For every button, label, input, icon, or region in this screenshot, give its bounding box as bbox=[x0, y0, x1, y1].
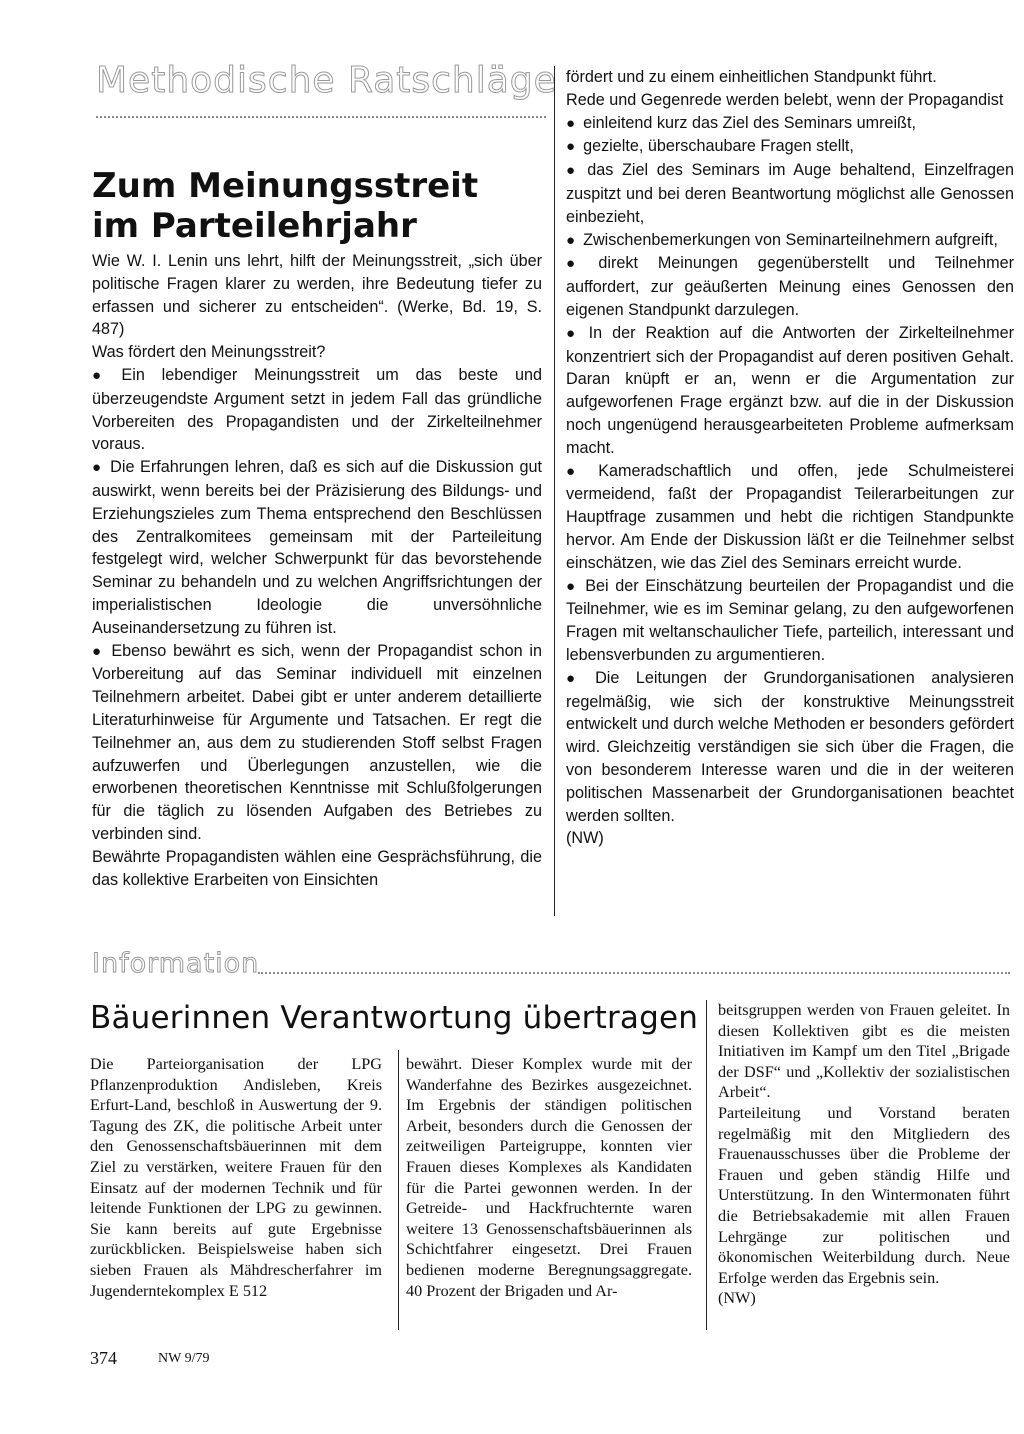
bullet-paragraph: ● Bei der Einschätzung beurteilen der Propagandist und die Teilnehmer, wie es im Seminar gelang, zu den aufgeworfenen Fragen mit weltanschaulicher Tiefe, parteilich, interessant und lebensverbunden zu argumentieren. bbox=[566, 575, 1014, 667]
article1-signature: (NW) bbox=[566, 829, 604, 848]
article2-column-3 bbox=[718, 1000, 1010, 1309]
paragraph: Parteileitung und Vorstand beraten regelmäßig mit den Mitgliedern des Frauenausschusses über die Probleme der Frauen und geben ständig Hilfe und Unterstützung. In den Wintermonaten führt die Betriebsakademie mit allen Frauen Lehrgänge zur politischen und ökonomischen Weiterbildung durch. Neue Erfolge werden das Ergebnis sein. bbox=[718, 1103, 1010, 1287]
bullet-paragraph: ● Ein lebendiger Meinungsstreit um das beste und überzeugendste Argument setzt in jedem Fall das gründliche Vorbereiten des Propagandisten und der Zirkelteilnehmer voraus. bbox=[92, 364, 542, 456]
bullet-paragraph: ● Die Erfahrungen lehren, daß es sich auf die Diskussion gut auswirkt, wenn bereits bei der Präzisierung des Bildungs- und Erziehungszieles zum Thema entsprechend den Beschlüssen des Zentralkomitees gemeinsam mit der Parteileitung festgelegt wird, welcher Schwerpunkt für das bevorstehende Seminar zu behandeln und zu welchen Angriffsrichtungen der imperialistischen Ideologie die unversöhnliche Auseinandersetzung zu führen ist. bbox=[92, 456, 542, 639]
paragraph: fördert und zu einem einheitlichen Standpunkt führt. bbox=[566, 68, 937, 86]
paragraph: Bewährte Propagandisten wählen eine Gesprächsführung, die das kollektive Erarbeiten von Einsichten bbox=[92, 847, 542, 889]
bullet-paragraph: ● Die Leitungen der Grundorganisationen analysieren regelmäßig, wie sich der konstruktive Meinungsstreit entwickelt und durch welche Methoden er besonders gefördert wird. Gleichzeitig verständigen sie sich über die Fragen, die von besonderem Interesse waren und die in der weiteren politischen Massenarbeit der Grundorganisationen beachtet werden sollten. bbox=[566, 667, 1014, 828]
article2-column-1: Die Parteiorganisation der LPG Pflanzenproduktion Andisleben, Kreis Erfurt-Land, beschloß in Auswertung der 9. Tagung des ZK, die politische Arbeit unter den Genossenschaftsbäuerinnen mit dem Ziel zu verstärken, weitere Frauen für den Einsatz auf der modernen Technik und für leitende Funktionen der LPG zu gewinnen. Sie kann bereits auf gute Ergebnisse zurückblicken. Beispielsweise haben sich sieben Frauen als Mähdrescherfahrer im Jugenderntekomplex E 512 bbox=[90, 1055, 382, 1300]
section-rule-methods bbox=[96, 116, 546, 118]
bullet-paragraph: ● gezielte, überschaubare Fragen stellt, bbox=[566, 135, 1014, 159]
column-divider-article2-b bbox=[706, 1000, 707, 1330]
article2-signature: (NW) bbox=[718, 1289, 756, 1308]
paragraph: Was fördert den Meinungsstreit? bbox=[92, 343, 326, 362]
paragraph: Rede und Gegenrede werden belebt, wenn der Propagandist bbox=[566, 90, 1004, 109]
issue-label: NW 9/79 bbox=[158, 1351, 210, 1366]
bullet-paragraph: ● direkt Meinungen gegenüberstellt und Teilnehmer auffordert, zur geäußerten Meinung eines Genossen den eigenen Standpunkt darzulegen. bbox=[566, 252, 1014, 321]
bullet-paragraph: ● Ebenso bewährt es sich, wenn der Propagandist schon in Vorbereitung auf das Seminar individuell mit einzelnen Teilnehmern arbeitet. Dabei gibt er unter anderem detaillierte Literaturhinweise für Argumente und Tatsachen. Er regt die Teilnehmer an, aus dem zu studierenden Stoff selbst Fragen aufzuwerfen und Überlegungen anzustellen, wie die erworbenen theoretischen Kenntnisse mit Schlußfolgerungen für die täglich zu lösenden Aufgaben des Betriebes zu verbinden sind. bbox=[92, 640, 542, 846]
article1-title-line2: im Parteilehrjahr bbox=[92, 206, 417, 246]
article2-title: Bäuerinnen Verantwortung übertragen bbox=[90, 1000, 699, 1036]
section-label-methods: Methodische Ratschläge bbox=[96, 60, 557, 101]
bullet-paragraph: ● Zwischenbemerkungen von Seminarteilnehmern aufgreift, bbox=[566, 229, 1014, 253]
paragraph: Wie W. I. Lenin uns lehrt, hilft der Meinungsstreit, „sich über politische Fragen klarer zu werden, ihre Bedeutung tiefer zu erfassen und sicherer zu entscheiden“. (Werke, Bd. 19, S. 487) bbox=[92, 252, 542, 339]
bullet-paragraph: ● das Ziel des Seminars im Auge behaltend, Einzelfragen zuspitzt und bei deren Beantwortung möglichst alle Genossen einbezieht, bbox=[566, 159, 1014, 228]
paragraph: beitsgruppen werden von Frauen geleitet. In diesen Kollektiven gibt es die meisten Initiativen im Kampf um den Titel „Brigade der DSF“ und „Kollektiv der sozialistischen Arbeit“. bbox=[718, 1001, 1010, 1102]
article1-right-column bbox=[566, 66, 1014, 850]
column-divider-article2-a bbox=[398, 1050, 399, 1330]
bullet-paragraph: ● Kameradschaftlich und offen, jede Schulmeisterei vermeidend, faßt der Propagandist Teilerarbeitungen zur Hauptfrage zusammen und hebt die richtigen Standpunkte hervor. Am Ende der Diskussion läßt er die Teilnehmer selbst einschätzen, wie das Ziel des Seminars erreicht wurde. bbox=[566, 460, 1014, 575]
article1-title-line1: Zum Meinungsstreit bbox=[92, 166, 479, 206]
page-number: 374 bbox=[90, 1348, 117, 1368]
section-rule-information bbox=[258, 972, 1010, 974]
article1-left-column bbox=[92, 250, 542, 891]
column-divider-article1 bbox=[554, 66, 555, 916]
article2-column-2: bewährt. Dieser Komplex wurde mit der Wanderfahne des Bezirkes ausgezeichnet. Im Ergebnis der ständigen politischen Arbeit, besonders durch die Genossen der zeitweiligen Parteigruppe, konnten vier Frauen dieses Komplexes als Kandidaten für die Partei gewonnen werden. In der Getreide- und Hackfruchternte waren weitere 13 Genossenschaftsbäuerinnen als Schichtfahrer eingesetzt. Drei Frauen bedienen moderne Beregnungsaggregate. 40 Prozent der Brigaden und Ar- bbox=[406, 1055, 692, 1300]
section-label-information: Information bbox=[92, 948, 260, 979]
bullet-paragraph: ● In der Reaktion auf die Antworten der Zirkelteilnehmer konzentriert sich der Propagandist auf deren positiven Gehalt. Daran knüpft er an, wenn er die Argumentation zur aufgeworfenen Frage ergänzt bzw. auf die in der Diskussion noch ungenügend herausgearbeiteten Probleme aufmerksam macht. bbox=[566, 322, 1014, 460]
bullet-paragraph: ● einleitend kurz das Ziel des Seminars umreißt, bbox=[566, 112, 1014, 136]
